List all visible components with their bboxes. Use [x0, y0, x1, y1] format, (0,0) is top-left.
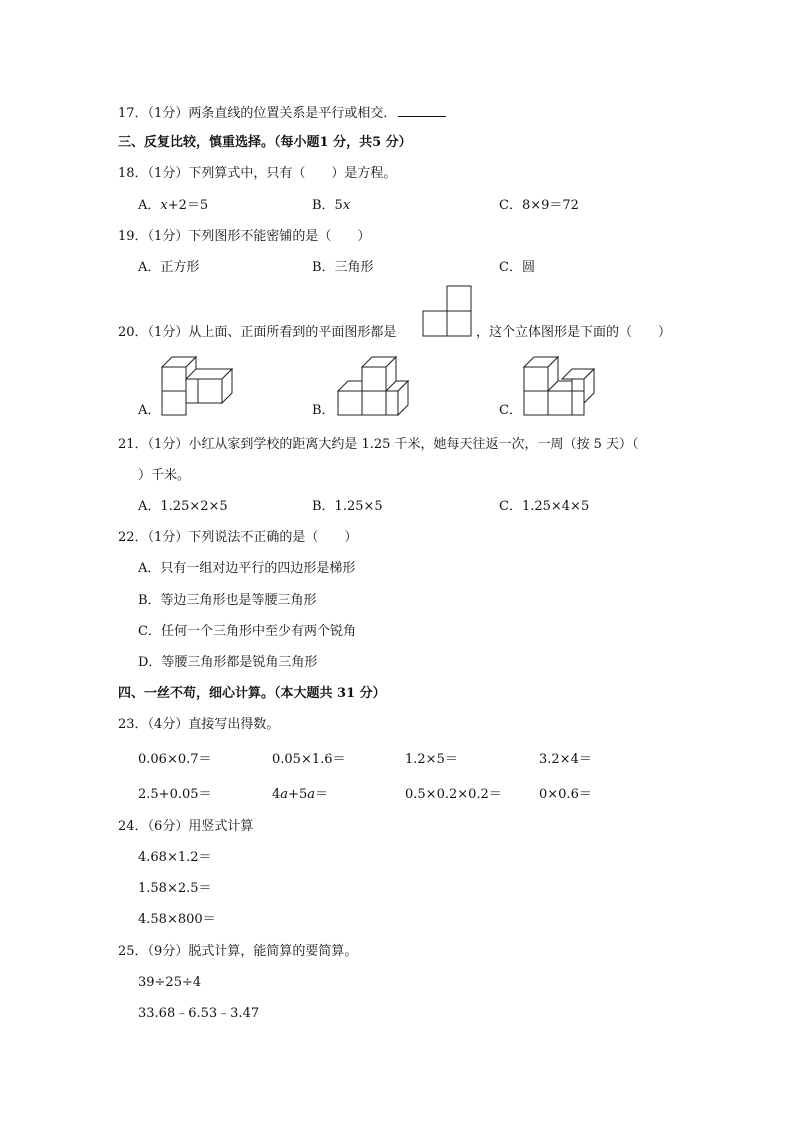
question-20-option-b: B． [312, 403, 335, 418]
question-18-option-c: C．8×9＝72 [499, 198, 579, 213]
cube-stack-c-icon [522, 352, 598, 418]
cube-stack-a-icon [160, 352, 240, 418]
question-20-option-c: C． [499, 403, 522, 418]
question-17-text: 17．（1分）两条直线的位置关系是平行或相交． [118, 106, 397, 121]
question-20-stem-end: ，这个立体图形是下面的（ ） [476, 325, 672, 340]
question-21-line-1: 21．（1分）小红从家到学校的距离大约是 1.25 千米，她每天往返一次，一周（按 5 天）（ [118, 437, 639, 452]
calc-item: 4a+5a＝ [272, 787, 328, 802]
calc-item: 3.2×4＝ [539, 752, 592, 767]
question-22-stem: 22．（1分）下列说法不正确的是（ ） [118, 530, 358, 545]
question-18-option-a: A．x+2＝5 [138, 198, 209, 213]
question-21-option-b: B．1.25×5 [312, 499, 383, 514]
question-19-stem: 19．（1分）下列图形不能密铺的是（ ） [118, 229, 371, 244]
question-20-option-a: A． [138, 403, 161, 418]
question-22-option-c: C．任何一个三角形中至少有两个锐角 [138, 624, 356, 639]
calc-item: 1.2×5＝ [405, 752, 458, 767]
question-19-option-b: B．三角形 [312, 260, 374, 275]
question-20-stem-start: 20．（1分）从上面、正面所看到的平面图形都是 [118, 325, 397, 340]
question-17 [118, 104, 446, 123]
vertical-calc-item: 4.68×1.2＝ [138, 850, 212, 865]
question-21-option-c: C．1.25×4×5 [499, 499, 590, 514]
calc-item: 2.5+0.05＝ [138, 787, 212, 802]
question-23-stem: 23．（4分）直接写出得数。 [118, 717, 280, 732]
question-21-line-2: ）千米。 [138, 468, 191, 483]
calc-item: 0×0.6＝ [539, 787, 592, 802]
question-22-option-b: B．等边三角形也是等腰三角形 [138, 593, 317, 608]
calc-item: 0.06×0.7＝ [138, 752, 212, 767]
question-21-option-a: A．1.25×2×5 [138, 499, 228, 514]
step-calc-item: 33.68﹣6.53﹣3.47 [138, 1006, 260, 1021]
question-19-option-a: A．正方形 [138, 260, 200, 275]
vertical-calc-item: 4.58×800＝ [138, 912, 216, 927]
question-19-option-c: C．圆 [499, 260, 535, 275]
question-22-option-d: D．等腰三角形都是锐角三角形 [138, 655, 318, 670]
answer-blank [398, 104, 446, 117]
vertical-calc-item: 1.58×2.5＝ [138, 881, 212, 896]
section-3-title: 三、反复比较，慎重选择。（每小题1 分，共5 分） [118, 135, 412, 150]
view-figure-icon [422, 285, 474, 339]
question-18-option-b: B．5x [312, 198, 351, 213]
step-calc-item: 39÷25÷4 [138, 975, 202, 990]
question-25-stem: 25．（9分）脱式计算，能简算的要简算。 [118, 944, 358, 959]
section-4-title: 四、一丝不苟，细心计算。（本大题共 31 分） [118, 686, 386, 701]
calc-item: 0.05×1.6＝ [272, 752, 346, 767]
question-22-option-a: A．只有一组对边平行的四边形是梯形 [138, 561, 356, 576]
question-24-stem: 24．（6分）用竖式计算 [118, 819, 254, 834]
cube-stack-b-icon [336, 352, 412, 418]
question-18-stem: 18．（1分）下列算式中，只有（ ）是方程。 [118, 166, 397, 181]
calc-item: 0.5×0.2×0.2＝ [405, 787, 502, 802]
